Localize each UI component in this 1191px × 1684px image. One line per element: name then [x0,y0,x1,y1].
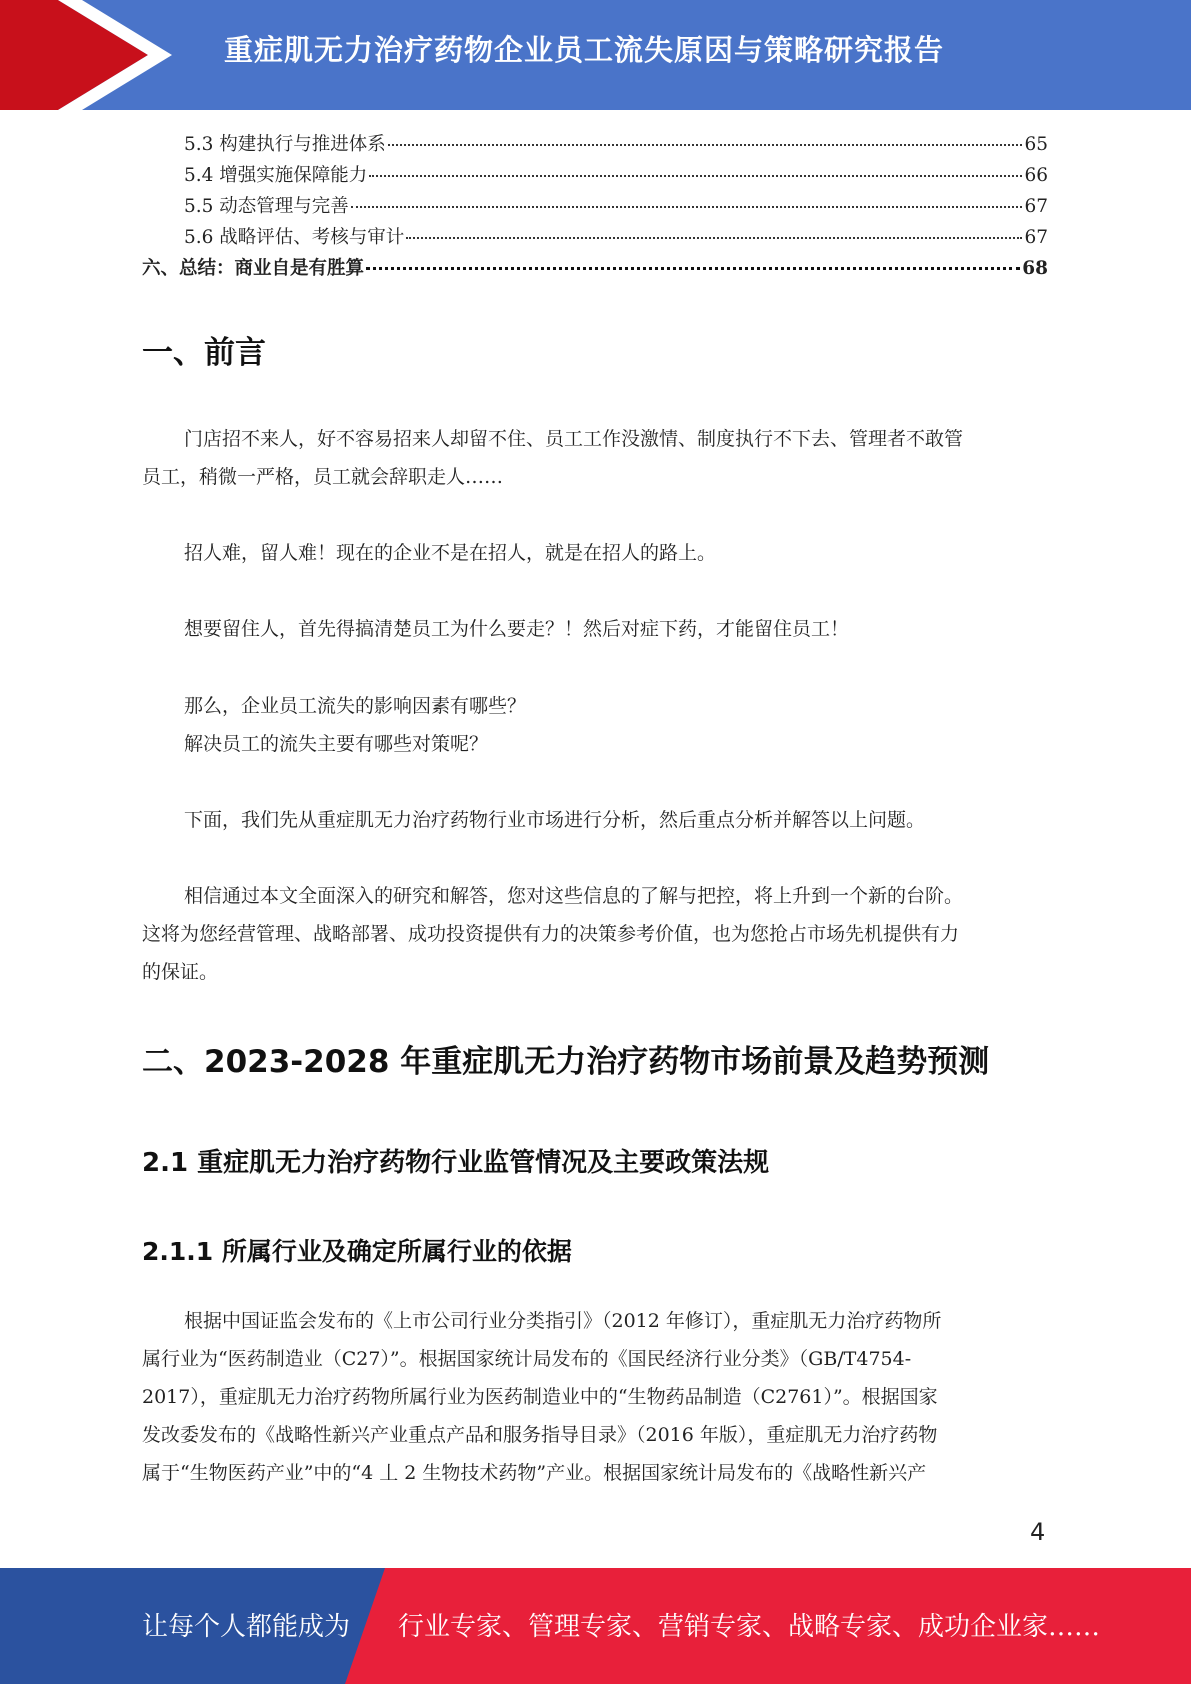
paragraph: 那么，企业员工流失的影响因素有哪些？ [184,695,527,717]
paragraph-line: 属行业为“医药制造业（C27）”。根据国家统计局发布的《国民经济行业分类》（GB/T4754- [142,1348,912,1370]
paragraph-line: 发改委发布的《战略性新兴产业重点产品和服务指导目录》（2016 年版），重症肌无力治疗药物 [142,1424,938,1446]
page-header [0,0,1191,110]
toc-entry-title: 5.3 构建执行与推进体系 [184,134,386,155]
section-heading-market: 二、2023-2028 年重症肌无力治疗药物市场前景及趋势预测 [142,1044,990,1080]
paragraph-line: 的保证。 [142,961,219,983]
toc-entry-title: 5.5 动态管理与完善 [184,196,349,217]
toc-entry-title: 5.6 战略评估、考核与审计 [184,227,405,248]
paragraph: 招人难，留人难！现在的企业不是在招人，就是在招人的路上。 [184,542,717,564]
page-number: 4 [1030,1518,1046,1546]
toc-entry-page: 66 [1024,165,1048,186]
toc-entry[interactable] [142,161,1048,192]
toc-entry[interactable] [142,223,1048,254]
toc-entry[interactable] [142,130,1048,161]
toc-entry[interactable] [142,192,1048,223]
table-of-contents [142,130,1048,285]
paragraph-line: 相信通过本文全面深入的研究和解答，您对这些信息的了解与把控，将上升到一个新的台阶。 [184,885,964,907]
paragraph-line: 门店招不来人，好不容易招来人却留不住、员工工作没激情、制度执行不下去、管理者不敢管 [184,428,964,450]
footer-slogan-right: 行业专家、管理专家、营销专家、战略专家、成功企业家…… [398,1612,1101,1642]
paragraph-line: 员工，稍微一严格，员工就会辞职走人…… [142,466,504,488]
paragraph [142,420,1048,496]
paragraph: 解决员工的流失主要有哪些对策呢？ [184,733,489,755]
header-title: 重症肌无力治疗药物企业员工流失原因与策略研究报告 [224,33,945,67]
paragraph-line: 属于“生物医药产业”中的“4 丄 2 生物技术药物”产业。根据国家统计局发布的《战略性新兴产 [142,1462,927,1484]
paragraph: 想要留住人，首先得搞清楚员工为什么要走？！然后对症下药，才能留住员工！ [184,618,850,640]
paragraph: 下面，我们先从重症肌无力治疗药物行业市场进行分析，然后重点分析并解答以上问题。 [184,809,926,831]
toc-entry-page: 65 [1024,134,1048,155]
toc-leader [369,175,1022,177]
toc-entry-title: 六、总结：商业自是有胜算 [142,258,365,279]
toc-entry-page: 68 [1022,258,1048,279]
paragraph [142,877,1048,991]
toc-entry-page: 67 [1024,227,1048,248]
subsubsection-heading: 2.1.1 所属行业及确定所属行业的依据 [142,1237,572,1266]
paragraph [142,1302,1048,1492]
page-footer [0,1568,1191,1684]
toc-entry-page: 67 [1024,196,1048,217]
footer-slogan-left: 让每个人都能成为 [142,1612,351,1642]
toc-leader [366,267,1020,270]
toc-entry[interactable] [142,254,1048,285]
paragraph-line: 这将为您经营管理、战略部署、成功投资提供有力的决策参考价值，也为您抢占市场先机提供有力 [142,923,960,945]
paragraph-line: 2017），重症肌无力治疗药物所属行业为医药制造业中的“生物药品制造（C2761）”。根据国家 [142,1386,938,1408]
toc-leader [388,144,1023,146]
toc-entry-title: 5.4 增强实施保障能力 [184,165,368,186]
section-heading-preface: 一、前言 [142,335,266,371]
paragraph-line: 根据中国证监会发布的《上市公司行业分类指引》（2012 年修订），重症肌无力治疗药物所 [184,1310,942,1332]
subsection-heading: 2.1 重症肌无力治疗药物行业监管情况及主要政策法规 [142,1148,770,1178]
toc-leader [406,237,1022,239]
toc-leader [351,206,1023,208]
